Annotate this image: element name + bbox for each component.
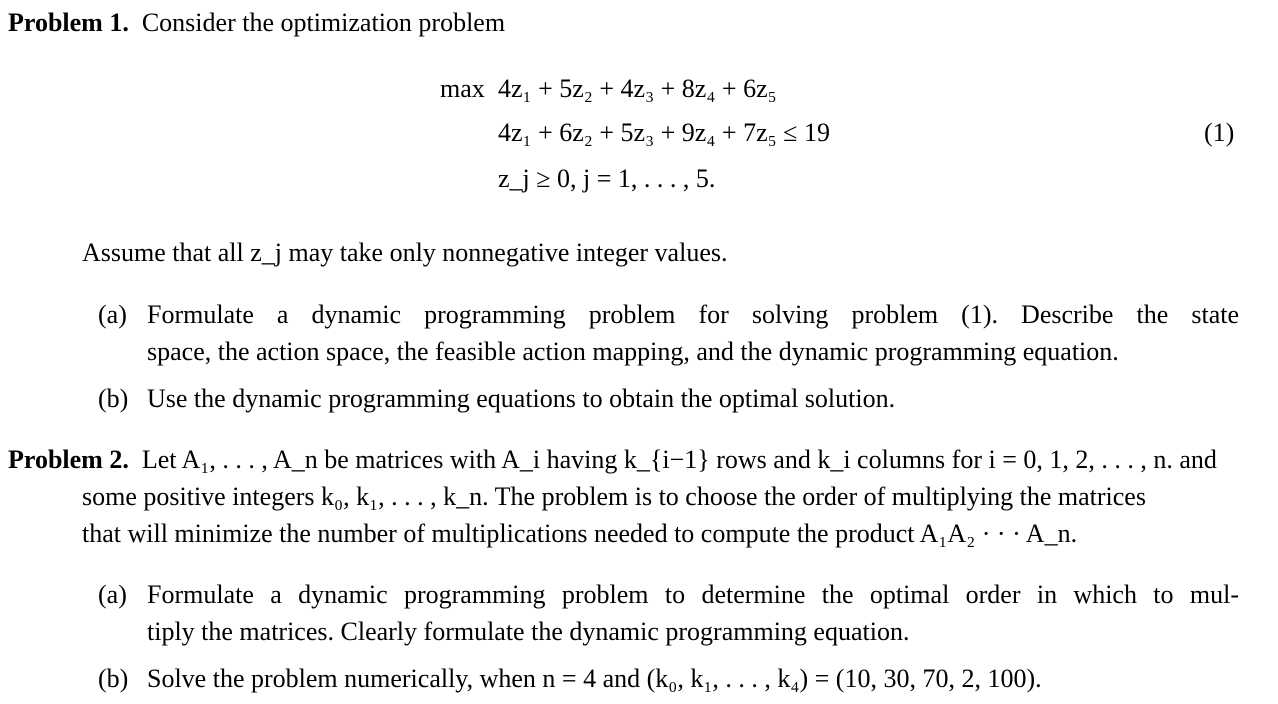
problem-1-heading: Problem 1.: [8, 8, 129, 37]
problem-2-line1: [8, 447, 1217, 473]
problem-2-heading: Problem 2.: [8, 445, 129, 474]
p1-part-b-label: (b): [98, 384, 129, 413]
p1-part-a-label: (a): [98, 300, 127, 329]
nonnegativity-text: z_j ≥ 0, j = 1, . . . , 5.: [498, 164, 716, 193]
problem-2-line3: that will minimize the number of multiplications needed to compute the product A₁A₂ · · · A_n.: [82, 519, 1078, 548]
p1-part-a-line1: [147, 302, 1239, 328]
math-nonnegativity: [498, 166, 715, 192]
constraint-text: 4z₁ + 6z₂ + 5z₃ + 9z₄ + 7z₅ ≤ 19: [498, 118, 830, 147]
p2-part-b-label: (b): [98, 664, 129, 693]
math-objective: [498, 76, 777, 102]
objective-text: 4z₁ + 5z₂ + 4z₃ + 8z₄ + 6z₅: [498, 74, 777, 103]
math-max: max: [440, 74, 485, 103]
equation-number: (1): [1204, 118, 1235, 147]
p2-part-b-text: Solve the problem numerically, when n = 4 and (k₀, k₁, . . . , k₄) = (10, 30, 70, 2, 100).: [147, 664, 1042, 693]
p1-part-a-line2: space, the action space, the feasible action mapping, and the dynamic programming equation.: [147, 337, 1119, 366]
p2-part-a-line2: tiply the matrices. Clearly formulate the dynamic programming equation.: [147, 617, 910, 646]
problem-2-line1-text: Let A₁, . . . , A_n be matrices with A_i having k_{i−1} rows and k_i columns for i = 0, 1, 2, . . . , n. and: [141, 445, 1217, 474]
p2-part-a-line1-text: Formulate a dynamic programming problem to determine the optimal order in which to mul-: [147, 580, 1239, 609]
assumption-text: Assume that all z_j may take only nonnegative integer values.: [82, 238, 728, 267]
problem-1-intro: [8, 10, 505, 36]
p2-part-a-line1: [147, 582, 1239, 608]
problem-2-line2: some positive integers k₀, k₁, . . . , k_n. The problem is to choose the order of multiplying the matrices: [82, 482, 1146, 511]
problem-1-intro-text: Consider the optimization problem: [141, 8, 506, 37]
p1-part-a-line1-text: Formulate a dynamic programming problem for solving problem (1). Describe the state: [147, 300, 1239, 329]
p2-part-a-label: (a): [98, 580, 127, 609]
math-constraint: [498, 120, 830, 146]
p1-part-b-text: Use the dynamic programming equations to obtain the optimal solution.: [147, 384, 896, 413]
